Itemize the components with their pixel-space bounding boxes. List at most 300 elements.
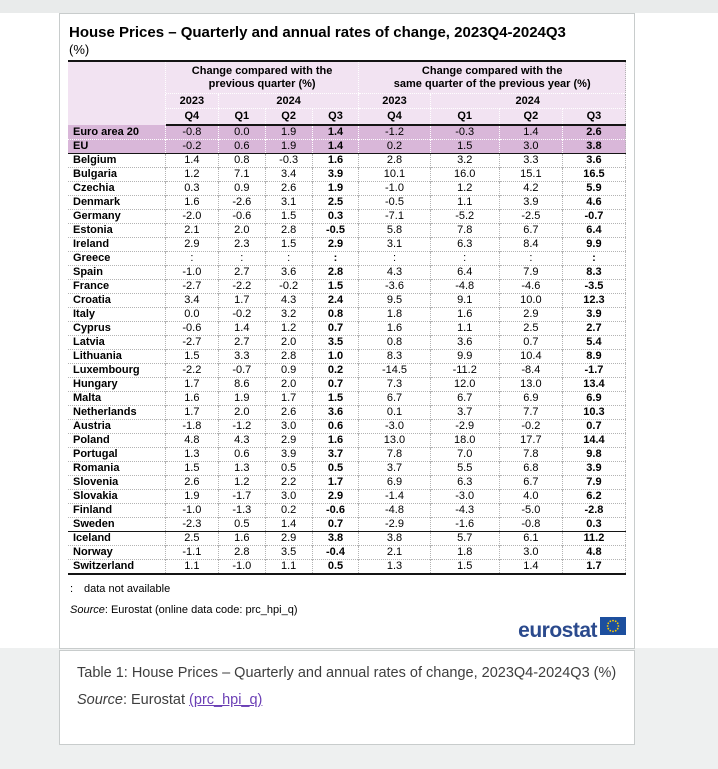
value-cell: 7.0 (430, 447, 499, 461)
value-cell: 6.7 (430, 391, 499, 405)
row-label: Poland (68, 433, 165, 447)
row-label: Greece (68, 251, 165, 265)
group-label-line: same quarter of the previous year (%) (393, 78, 591, 90)
value-cell: -2.8 (562, 503, 625, 517)
value-cell: 5.8 (359, 223, 430, 237)
value-cell: -1.7 (218, 489, 265, 503)
value-cell: 0.3 (312, 209, 359, 223)
row-label: Luxembourg (68, 363, 165, 377)
row-label: Latvia (68, 335, 165, 349)
value-cell: 1.5 (312, 279, 359, 293)
caption-source-text: : Eurostat (122, 692, 190, 708)
value-cell: 1.7 (165, 405, 218, 419)
value-cell: 1.7 (312, 475, 359, 489)
row-label: Italy (68, 307, 165, 321)
quarter-header: Q2 (499, 109, 562, 125)
table-row (68, 363, 626, 377)
quarter-header: Q3 (562, 109, 625, 125)
value-cell: 1.2 (430, 181, 499, 195)
value-cell: 0.7 (562, 419, 625, 433)
value-cell: 3.0 (499, 545, 562, 559)
value-cell: -3.0 (430, 489, 499, 503)
value-cell: 0.7 (312, 321, 359, 335)
value-cell: 1.6 (430, 307, 499, 321)
value-cell: 1.3 (218, 461, 265, 475)
value-cell: -2.9 (430, 419, 499, 433)
value-cell: 1.6 (218, 531, 265, 545)
value-cell: 7.9 (562, 475, 625, 489)
value-cell: -0.8 (499, 517, 562, 531)
eurostat-logo (68, 614, 626, 640)
value-cell: 5.7 (430, 531, 499, 545)
value-cell: 0.7 (499, 335, 562, 349)
value-cell: : (312, 251, 359, 265)
value-cell: -0.3 (265, 153, 312, 167)
value-cell: 4.3 (218, 433, 265, 447)
row-label: Belgium (68, 153, 165, 167)
value-cell: 3.9 (312, 167, 359, 181)
value-cell: -11.2 (430, 363, 499, 377)
value-cell: : (359, 251, 430, 265)
value-cell: 2.3 (218, 237, 265, 251)
year-header-row (68, 94, 626, 109)
value-cell: 2.1 (359, 545, 430, 559)
value-cell: 0.5 (312, 559, 359, 574)
value-cell: -2.3 (165, 517, 218, 531)
value-cell: 17.7 (499, 433, 562, 447)
value-cell: -0.7 (218, 363, 265, 377)
value-cell: 4.0 (499, 489, 562, 503)
row-label: Bulgaria (68, 167, 165, 181)
value-cell: 3.0 (499, 139, 562, 153)
row-label: Slovenia (68, 475, 165, 489)
value-cell: 0.2 (265, 503, 312, 517)
value-cell: 2.5 (312, 195, 359, 209)
table-row (68, 209, 626, 223)
value-cell: 3.8 (562, 139, 625, 153)
value-cell: -1.8 (165, 419, 218, 433)
value-cell: 1.4 (312, 125, 359, 140)
column-group-prev-year (359, 61, 626, 94)
table-row (68, 433, 626, 447)
value-cell: 2.7 (218, 265, 265, 279)
row-label: Slovakia (68, 489, 165, 503)
row-label: Austria (68, 419, 165, 433)
value-cell: 3.8 (312, 531, 359, 545)
value-cell: -1.3 (218, 503, 265, 517)
value-cell: 14.4 (562, 433, 625, 447)
value-cell: 6.9 (359, 475, 430, 489)
value-cell: 3.6 (312, 405, 359, 419)
value-cell: 1.7 (165, 377, 218, 391)
value-cell: 2.5 (499, 321, 562, 335)
value-cell: -0.6 (312, 503, 359, 517)
value-cell: 6.9 (562, 391, 625, 405)
value-cell: 1.5 (165, 349, 218, 363)
value-cell: 1.0 (312, 349, 359, 363)
value-cell: -1.4 (359, 489, 430, 503)
value-cell: 6.7 (499, 223, 562, 237)
value-cell: 0.0 (218, 125, 265, 140)
value-cell: 1.6 (312, 433, 359, 447)
quarter-header: Q3 (312, 109, 359, 125)
value-cell: 1.7 (562, 559, 625, 574)
table-caption: Table 1: House Prices – Quarterly and annual rates of change, 2023Q4-2024Q3 (%) (77, 665, 617, 681)
table-header (68, 61, 626, 125)
row-label: Netherlands (68, 405, 165, 419)
value-cell: 10.1 (359, 167, 430, 181)
value-cell: -1.1 (165, 545, 218, 559)
value-cell: 5.4 (562, 335, 625, 349)
table-row (68, 139, 626, 153)
value-cell: -1.0 (359, 181, 430, 195)
value-cell: -4.8 (430, 279, 499, 293)
page-title: House Prices – Quarterly and annual rates of change, 2023Q4-2024Q3 (69, 24, 566, 41)
table-row (68, 279, 626, 293)
footnote (70, 583, 626, 595)
value-cell: -0.2 (218, 307, 265, 321)
value-cell: 6.2 (562, 489, 625, 503)
year-header: 2023 (359, 94, 430, 109)
value-cell: 1.9 (265, 139, 312, 153)
value-cell: -7.1 (359, 209, 430, 223)
value-cell: 2.8 (265, 349, 312, 363)
value-cell: -5.2 (430, 209, 499, 223)
value-cell: -14.5 (359, 363, 430, 377)
value-cell: -5.0 (499, 503, 562, 517)
value-cell: -0.3 (430, 125, 499, 140)
row-label: Sweden (68, 517, 165, 531)
value-cell: 0.5 (312, 461, 359, 475)
value-cell: 6.8 (499, 461, 562, 475)
value-cell: 13.0 (499, 377, 562, 391)
value-cell: 1.2 (218, 475, 265, 489)
value-cell: 3.7 (430, 405, 499, 419)
caption-source-label: Source (77, 692, 123, 708)
value-cell: 8.4 (499, 237, 562, 251)
corner-cell (68, 94, 165, 109)
table-row (68, 489, 626, 503)
table-row (68, 447, 626, 461)
value-cell: -0.4 (312, 545, 359, 559)
value-cell: 3.7 (312, 447, 359, 461)
value-cell: -2.6 (218, 195, 265, 209)
value-cell: 1.4 (218, 321, 265, 335)
value-cell: 1.7 (265, 391, 312, 405)
value-cell: -1.6 (430, 517, 499, 531)
value-cell: -0.5 (359, 195, 430, 209)
value-cell: 1.8 (359, 307, 430, 321)
value-cell: 3.9 (562, 461, 625, 475)
value-cell: 3.2 (430, 153, 499, 167)
value-cell: 3.9 (562, 307, 625, 321)
quarter-header: Q1 (218, 109, 265, 125)
value-cell: 0.5 (218, 517, 265, 531)
value-cell: 3.3 (499, 153, 562, 167)
value-cell: 1.5 (312, 391, 359, 405)
table-row (68, 223, 626, 237)
value-cell: 1.2 (265, 321, 312, 335)
row-label: Croatia (68, 293, 165, 307)
row-label: Czechia (68, 181, 165, 195)
value-cell: -1.0 (165, 265, 218, 279)
value-cell: 0.3 (562, 517, 625, 531)
value-cell: 1.9 (218, 391, 265, 405)
value-cell: -1.7 (562, 363, 625, 377)
value-cell: 12.3 (562, 293, 625, 307)
value-cell: 2.6 (165, 475, 218, 489)
value-cell: 0.2 (359, 139, 430, 153)
value-cell: -4.8 (359, 503, 430, 517)
value-cell: 3.4 (265, 167, 312, 181)
value-cell: 12.0 (430, 377, 499, 391)
row-label: Norway (68, 545, 165, 559)
value-cell: 4.8 (165, 433, 218, 447)
value-cell: 2.4 (312, 293, 359, 307)
group-header-row (68, 61, 626, 94)
value-cell: 1.4 (165, 153, 218, 167)
table-row (68, 377, 626, 391)
value-cell: 3.6 (430, 335, 499, 349)
value-cell: 1.4 (499, 559, 562, 574)
year-header: 2024 (218, 94, 359, 109)
value-cell: 0.3 (165, 181, 218, 195)
value-cell: 10.4 (499, 349, 562, 363)
row-label: Iceland (68, 531, 165, 545)
value-cell: 1.4 (265, 517, 312, 531)
value-cell: 1.5 (265, 237, 312, 251)
value-cell: 7.7 (499, 405, 562, 419)
row-label: Estonia (68, 223, 165, 237)
value-cell: -2.0 (165, 209, 218, 223)
value-cell: 6.4 (562, 223, 625, 237)
value-cell: -3.6 (359, 279, 430, 293)
value-cell: 0.7 (312, 377, 359, 391)
value-cell: 3.5 (312, 335, 359, 349)
value-cell: 1.6 (165, 391, 218, 405)
value-cell: -0.2 (265, 279, 312, 293)
value-cell: : (165, 251, 218, 265)
row-label: Euro area 20 (68, 125, 165, 140)
value-cell: 2.6 (562, 125, 625, 140)
value-cell: 3.7 (359, 461, 430, 475)
eurostat-logo-text: eurostat (518, 618, 597, 642)
value-cell: 5.9 (562, 181, 625, 195)
value-cell: 9.1 (430, 293, 499, 307)
value-cell: -0.8 (165, 125, 218, 140)
value-cell: 2.0 (218, 405, 265, 419)
value-cell: 2.8 (218, 545, 265, 559)
value-cell: 0.6 (312, 419, 359, 433)
value-cell: 3.0 (265, 419, 312, 433)
value-cell: 7.3 (359, 377, 430, 391)
value-cell: 1.1 (265, 559, 312, 574)
value-cell: -2.7 (165, 279, 218, 293)
value-cell: 0.9 (265, 363, 312, 377)
value-cell: 7.9 (499, 265, 562, 279)
value-cell: : (562, 251, 625, 265)
value-cell: 1.3 (359, 559, 430, 574)
table-row (68, 153, 626, 167)
value-cell: 6.7 (359, 391, 430, 405)
value-cell: -0.2 (499, 419, 562, 433)
value-cell: -2.2 (218, 279, 265, 293)
table-row (68, 405, 626, 419)
value-cell: 3.6 (265, 265, 312, 279)
caption-card (59, 650, 635, 745)
group-label-line: previous quarter (%) (208, 78, 316, 90)
dataset-link[interactable]: (prc_hpi_q) (189, 692, 263, 708)
value-cell: 2.9 (265, 531, 312, 545)
table-row (68, 545, 626, 559)
value-cell: 2.7 (218, 335, 265, 349)
table-row (68, 307, 626, 321)
value-cell: 0.1 (359, 405, 430, 419)
value-cell: 2.0 (265, 377, 312, 391)
value-cell: 4.8 (562, 545, 625, 559)
row-label: Hungary (68, 377, 165, 391)
page-top-band (0, 0, 718, 13)
table-row (68, 251, 626, 265)
value-cell: 9.8 (562, 447, 625, 461)
value-cell: -0.2 (165, 139, 218, 153)
value-cell: 16.5 (562, 167, 625, 181)
value-cell: 6.4 (430, 265, 499, 279)
table-row (68, 167, 626, 181)
value-cell: 3.4 (165, 293, 218, 307)
value-cell: 1.9 (312, 181, 359, 195)
value-cell: 1.5 (265, 209, 312, 223)
row-label: Malta (68, 391, 165, 405)
table-row (68, 237, 626, 251)
value-cell: 1.1 (165, 559, 218, 574)
table-card (59, 13, 635, 649)
value-cell: 6.7 (499, 475, 562, 489)
year-header: 2023 (165, 94, 218, 109)
value-cell: 1.6 (312, 153, 359, 167)
value-cell: 1.4 (312, 139, 359, 153)
value-cell: 2.0 (265, 335, 312, 349)
value-cell: 6.3 (430, 237, 499, 251)
value-cell: 3.1 (359, 237, 430, 251)
value-cell: -2.9 (359, 517, 430, 531)
value-cell: 0.6 (218, 139, 265, 153)
row-label: France (68, 279, 165, 293)
value-cell: : (430, 251, 499, 265)
value-cell: 1.1 (430, 195, 499, 209)
value-cell: 11.2 (562, 531, 625, 545)
quarter-header-row (68, 109, 626, 125)
value-cell: -4.3 (430, 503, 499, 517)
value-cell: 13.0 (359, 433, 430, 447)
value-cell: 2.5 (165, 531, 218, 545)
value-cell: -3.0 (359, 419, 430, 433)
value-cell: 3.9 (499, 195, 562, 209)
row-label: Portugal (68, 447, 165, 461)
column-group-prev-quarter (165, 61, 359, 94)
table-row (68, 195, 626, 209)
source-text: : Eurostat (online data code: prc_hpi_q) (104, 603, 298, 616)
value-cell: 4.6 (562, 195, 625, 209)
value-cell: 1.5 (430, 559, 499, 574)
value-cell: 0.8 (218, 153, 265, 167)
row-label: Finland (68, 503, 165, 517)
value-cell: 0.7 (312, 517, 359, 531)
value-cell: 1.5 (165, 461, 218, 475)
row-label: Spain (68, 265, 165, 279)
table-row (68, 475, 626, 489)
value-cell: 6.9 (499, 391, 562, 405)
value-cell: 2.6 (265, 181, 312, 195)
value-cell: 8.3 (359, 349, 430, 363)
value-cell: 2.8 (359, 153, 430, 167)
value-cell: 10.0 (499, 293, 562, 307)
value-cell: 7.8 (359, 447, 430, 461)
value-cell: 2.8 (312, 265, 359, 279)
value-cell: 0.0 (165, 307, 218, 321)
table-row (68, 181, 626, 195)
value-cell: 0.2 (312, 363, 359, 377)
value-cell: 2.9 (165, 237, 218, 251)
value-cell: 0.8 (312, 307, 359, 321)
quarter-header: Q1 (430, 109, 499, 125)
value-cell: 1.1 (430, 321, 499, 335)
value-cell: 0.9 (218, 181, 265, 195)
table-row (68, 293, 626, 307)
value-cell: 1.2 (165, 167, 218, 181)
value-cell: 4.3 (265, 293, 312, 307)
row-label: Denmark (68, 195, 165, 209)
value-cell: -0.6 (165, 321, 218, 335)
value-cell: 2.6 (265, 405, 312, 419)
value-cell: 2.7 (562, 321, 625, 335)
value-cell: 2.0 (218, 223, 265, 237)
value-cell: 2.9 (499, 307, 562, 321)
table-row (68, 531, 626, 545)
not-available-symbol: : (70, 582, 74, 595)
table-row (68, 335, 626, 349)
value-cell: -2.5 (499, 209, 562, 223)
value-cell: 0.8 (359, 335, 430, 349)
value-cell: : (265, 251, 312, 265)
caption-source-line (77, 687, 617, 714)
value-cell: -2.2 (165, 363, 218, 377)
value-cell: 1.6 (165, 195, 218, 209)
group-label-line: Change compared with the (191, 65, 333, 77)
group-label-line: Change compared with the (421, 65, 563, 77)
table-row (68, 503, 626, 517)
value-cell: 1.5 (430, 139, 499, 153)
value-cell: 18.0 (430, 433, 499, 447)
value-cell: 7.8 (499, 447, 562, 461)
value-cell: 0.6 (218, 447, 265, 461)
eu-flag-icon (600, 617, 626, 640)
value-cell: 1.4 (499, 125, 562, 140)
value-cell: 15.1 (499, 167, 562, 181)
quarter-header: Q2 (265, 109, 312, 125)
value-cell: 7.8 (430, 223, 499, 237)
value-cell: 3.9 (265, 447, 312, 461)
table-row (68, 391, 626, 405)
quarter-header: Q4 (359, 109, 430, 125)
value-cell: 9.5 (359, 293, 430, 307)
value-cell: 4.3 (359, 265, 430, 279)
value-cell: 3.6 (562, 153, 625, 167)
value-cell: 2.9 (312, 237, 359, 251)
value-cell: -8.4 (499, 363, 562, 377)
value-cell: -1.2 (359, 125, 430, 140)
value-cell: 0.5 (265, 461, 312, 475)
